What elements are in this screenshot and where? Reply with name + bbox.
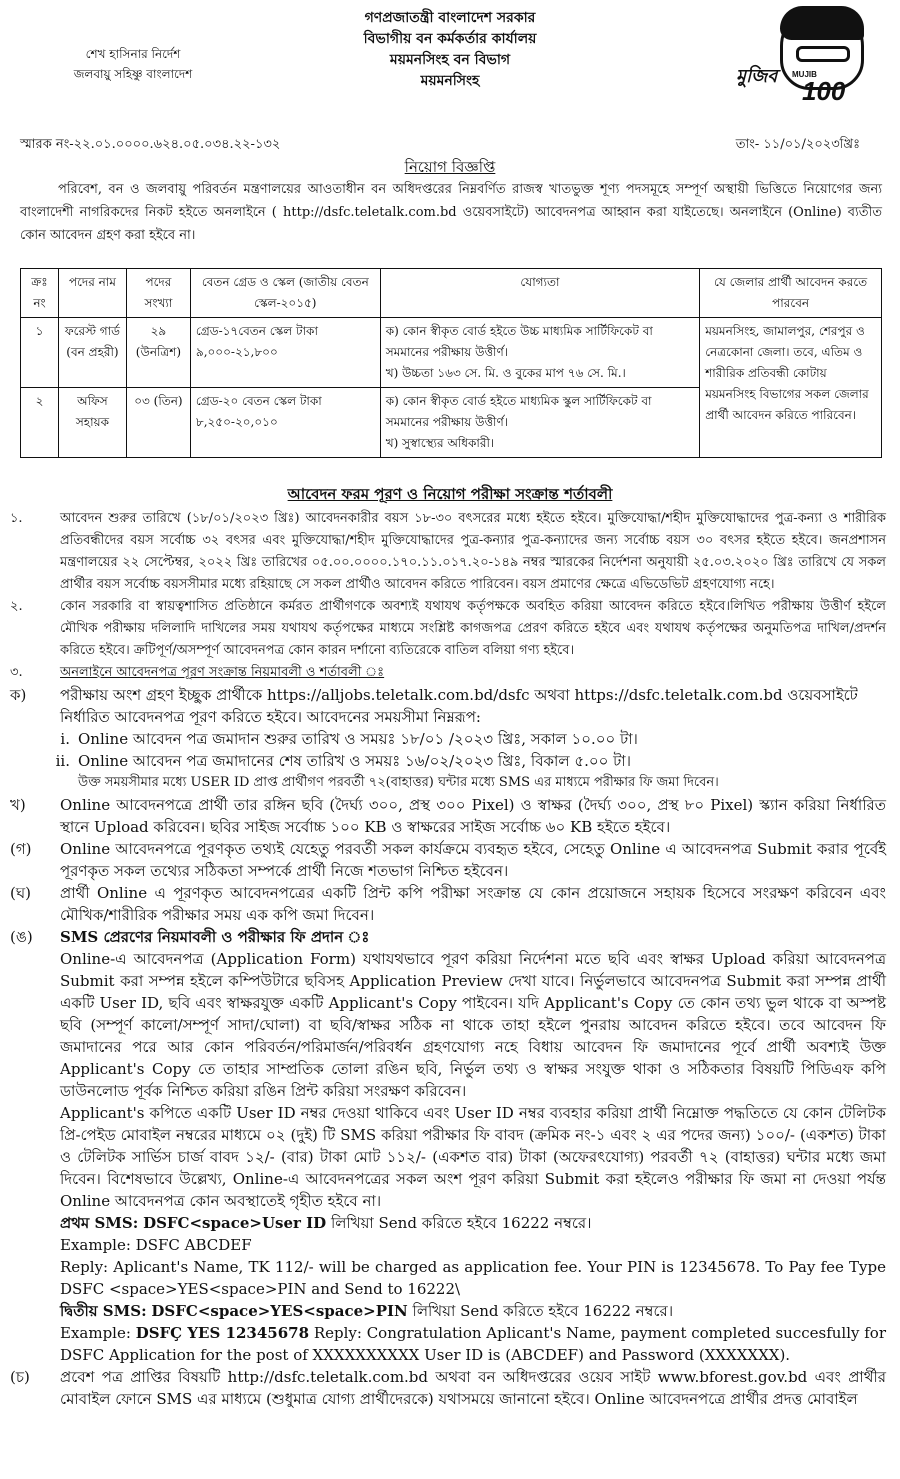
term-3	[8, 662, 886, 684]
cell-post-count: ০৩ (তিন)	[126, 388, 190, 458]
term-d	[8, 882, 886, 926]
portrait-glasses	[796, 46, 850, 62]
cell-serial: ২	[21, 388, 59, 458]
term-text: Online আবেদন পত্র জমাদানের শেষ তারিখ ও সময়ঃ ১৬/০২/২০২৩ খ্রিঃ, বিকাল ৫.০০ টা।	[78, 752, 631, 770]
term-marker: ৩.	[10, 665, 23, 680]
sms-1-instruction: প্রথম SMS: DSFC<space>User ID লিখিয়া Send করিতে হইবে 16222 নম্বরে।	[60, 1214, 592, 1232]
term-a-line-2: নির্ধারিত আবেদনপত্র পূরণ করিতে হইবে। আবেদনের সময়সীমা নিম্নরূপ:	[60, 708, 481, 726]
term-text: Online আবেদনপত্রে পূরণকৃত তথ্যই যেহেতু পরবর্তী সকল কার্যক্রমে ব্যবহৃত হইবে, সেহেতু Online এ আবেদনপত্র Submit করার পূর্বেই পূরণকৃত সকল তথ্যের সঠিকতা সম্পর্কে প্রার্থী নিজে শতভাগ নিশ্চিত হইবেন।	[60, 840, 886, 880]
header-post-name: পদের নাম	[58, 269, 126, 318]
posts-table	[20, 268, 882, 458]
terms-section-title-text: আবেদন ফরম পূরণ ও নিয়োগ পরীক্ষা সংক্রান্ত শর্তাবলী	[287, 485, 613, 503]
term-text: অনলাইনে আবেদনপত্র পূরণ সংক্রান্ত নিয়মাবলী ও শর্তাবলী ঃ	[60, 665, 385, 680]
terms-section-title	[0, 483, 900, 508]
org-line-1: গণপ্রজাতন্ত্রী বাংলাদেশ সরকার	[364, 10, 536, 26]
header-pay-grade: বেতন গ্রেড ও স্কেল (জাতীয় বেতন স্কেল-২০১৫)	[190, 269, 380, 318]
term-e-title: SMS প্রেরণের নিয়মাবলী ও পরীক্ষার ফি প্রদান ঃ	[60, 928, 370, 946]
term-marker: (ঘ)	[10, 884, 31, 902]
cell-district: ময়মনসিংহ, জামালপুর, শেরপুর ও নেত্রকোনা জেলা। তবে, এতিম ও শারীরিক প্রতিবন্ধী কোটায় ময়মনসিংহ বিভাগের সকল জেলার প্রার্থী আবেদন করিতে পারিবেন।	[700, 318, 882, 458]
term-marker: (চ)	[10, 1368, 30, 1386]
term-b	[8, 794, 886, 838]
term-a	[8, 684, 886, 728]
term-e	[8, 926, 886, 1366]
qualification-a: ক) কোন স্বীকৃত বোর্ড হইতে উচ্চ মাধ্যমিক সার্টিফিকেট বা সমমানের পরীক্ষায় উত্তীর্ণ।	[385, 324, 653, 359]
sms-1-example: Example: DSFC ABCDEF	[60, 1236, 252, 1254]
term-text: Online আবেদনপত্রে প্রার্থী তার রঙ্গিন ছবি (দৈর্ঘ্য ৩০০, প্রস্থ ৩০০ Pixel) ও স্বাক্ষর (দৈর্ঘ্য ৩০০, প্রস্থ ৮০ Pixel) স্ক্যান করিয়া নির্ধারিত স্থানে Upload করিবেন। ছবির সাইজ সর্বোচ্চ ১০০ KB ও স্বাক্ষরের সাইজ সর্বোচ্চ ৬০ KB হইতে হইবে।	[60, 796, 886, 836]
slogan-line-1: শেখ হাসিনার নির্দেশ	[85, 47, 181, 61]
sms-2-example: Example: DSFÇ YES 12345678 Reply: Congratulation Aplicant's Name, payment completed succesfully for DSFC Application for the post of XXXXXXXXXX User ID is (ABCDEF) and Password (XXXXXXX).	[60, 1324, 886, 1364]
slogan	[48, 44, 218, 84]
term-marker: ১.	[10, 511, 23, 526]
term-text: উক্ত সময়সীমার মধ্যে USER ID প্রাপ্ত প্রার্থীগণ পরবর্তী ৭২(বাহাত্তর) ঘন্টার মধ্যে SMS এর মাধ্যমে পরীক্ষার ফি জমা দিবেন।	[78, 775, 719, 790]
header-qualification: যোগ্যতা	[380, 269, 700, 318]
term-text: প্রার্থী Online এ পূরণকৃত আবেদনপত্রের একটি প্রিন্ট কপি পরীক্ষা সংক্রান্ত যে কোন প্রয়োজনে সহায়ক হিসেবে সংরক্ষণ করিবেন এবং মৌখিক/শারীরিক পরীক্ষার সময় এক কপি জমা দিবেন।	[60, 884, 886, 924]
term-text: আবেদন শুরুর তারিখে (১৮/০১/২০২৩ খ্রিঃ) আবেদনকারীর বয়স ১৮-৩০ বৎসরের মধ্যে হইতে হইবে। মুক্তিযোদ্ধা/শহীদ মুক্তিযোদ্ধাদের পুত্র-কন্যা ও শারীরিক প্রতিবন্ধীদের বয়স সর্বোচ্চ ৩২ বৎসর এবং মুক্তিযোদ্ধা/শহীদ মুক্তিযোদ্ধাদের পুত্র-কন্যার পুত্র-কন্যাদের জন্য সর্বোচ্চ বয়স ৩০ বৎসর হইতে হইবে। জনপ্রশাসন মন্ত্রণালয়ের ২২ সেপ্টেম্বর, ২০২২ খ্রিঃ তারিখের ০৫.০০.০০০০.১৭০.১১.০১৭.২০-১৪৯ নম্বর স্মারকের নির্দেশনা অনুযায়ী ২৫.০৩.২০২০ খ্রিঃ তারিখে যে সকল প্রার্থীর বয়স সর্বোচ্চ বয়সসীমার মধ্যে রহিয়াছে সে সকল প্রার্থীও আবেদন করিতে পারিবেন। বয়স প্রমাণের ক্ষেত্রে এভিডেভিট গ্রহণযোগ্য নহে।	[60, 511, 886, 592]
cell-qualification	[380, 388, 700, 458]
qualification-b: খ) সুস্বাস্থ্যের অধিকারী।	[385, 436, 495, 450]
cell-serial: ১	[21, 318, 59, 388]
term-marker: i.	[60, 730, 70, 748]
intro-paragraph: পরিবেশ, বন ও জলবায়ু পরিবর্তন মন্ত্রণালয়ের আওতাধীন বন অধিদপ্তরের নিম্নবর্ণিত রাজস্ব খাতভুক্ত শূণ্য পদসমূহে সম্পূর্ণ অস্থায়ী ভিত্তিতে নিয়োগের জন্য বাংলাদেশী নাগরিকদের নিকট হইতে অনলাইনে ( http://dsfc.teletalk.com.bd ওয়েবসাইটে) আবেদনপত্র আহ্বান করা যাইতেছে। অনলাইনে (Online) ব্যতীত কোন আবেদন গ্রহণ করা হইবে না।	[20, 182, 882, 243]
mujib-100-logo	[736, 6, 886, 106]
cell-qualification	[380, 318, 700, 388]
term-text: প্রবেশ পত্র প্রাপ্তির বিষয়টি http://dsfc.teletalk.com.bd অথবা বন অধিদপ্তরের ওয়েব সাইট www.bforest.gov.bd এবং প্রার্থীর মোবাইল ফোনে SMS এর মাধ্যমে (শুধুমাত্র যোগ্য প্রার্থীদেরকে) যথাসময়ে জানানো হইবে। Online আবেদনপত্রে প্রার্থীর প্রদত্ত মোবাইল	[60, 1368, 886, 1408]
cell-post-name: অফিস সহায়ক	[58, 388, 126, 458]
cell-post-count: ২৯ (উনত্রিশ)	[126, 318, 190, 388]
qualification-b: খ) উচ্চতা ১৬৩ সে. মি. ও বুকের মাপ ৭৬ সে. মি.।	[385, 366, 626, 380]
sms-1-reply: Reply: Aplicant's Name, TK 112/- will be charged as application fee. Your PIN is 12345678. To Pay fee Type DSFC <space>YES<space>PIN and Send to 16222\	[60, 1258, 886, 1298]
term-e-paragraph-2: Applicant's কপিতে একটি User ID নম্বর দেওয়া থাকিবে এবং User ID নম্বর ব্যবহার করিয়া প্রার্থী নিম্নোক্ত পদ্ধতিতে যে কোন টেলিটক প্রি-পেইড মোবাইল নম্বরের মাধ্যমে ০২ (দুই) টি SMS করিয়া পরীক্ষার ফি বাবদ (ক্রমিক নং-১ এবং ২ এর পদের জন্য) ১০০/- (একশত) টাকা ও টেলিটক সার্ভিস চার্জ বাবদ ১২/- (বার) টাকা মোট ১১২/- (একশত বার) টাকা (অফেরৎযোগ্য) পরবর্তী ৭২ (বাহাত্তর) ঘন্টার মধ্যে জমা দিবেন। বিশেষভাবে উল্লেখ্য, Online-এ আবেদনপত্রের সকল অংশ পূরণ করিয়া Submit করা হইলেও পরীক্ষার ফি জমা না দেওয়া পর্যন্ত Online আবেদনপত্র কোন অবস্থাতেই গৃহীত হইবে না।	[60, 1104, 886, 1210]
term-1	[8, 508, 886, 596]
term-text: কোন সরকারি বা স্বায়ত্বশাসিত প্রতিষ্ঠানে কর্মরত প্রার্থীগণকে অবশ্যই যথাযথ কর্তৃপক্ষকে অবহিত করিয়া আবেদন করিতে হইবে।লিখিত পরীক্ষায় উত্তীর্ণ হইলে মৌখিক পরীক্ষায় দলিলাদি দাখিলের সময় যথাযথ কর্তৃপক্ষের মাধ্যমে সংশ্লিষ্ট কাগজপত্র প্রেরণ করিতে হইবে এবং যথাযথ কর্তৃপক্ষের অনুমতিপত্র দাখিল/প্রদর্শন করিতে হইবে। ক্রটিপূর্ণ/অসম্পূর্ণ আবেদনপত্র কোন কারন দর্শানো ব্যতিরেকে বাতিল বলিয়া গণ্য হইবে।	[60, 599, 886, 658]
org-line-4: ময়মনসিংহ	[420, 73, 480, 89]
term-f	[8, 1366, 886, 1410]
header-post-count: পদের সংখ্যা	[126, 269, 190, 318]
logo-small-text: MUJIB	[792, 70, 817, 79]
header-serial: ক্রঃ নং	[21, 269, 59, 318]
term-marker: ২.	[10, 599, 23, 614]
qualification-a: ক) কোন স্বীকৃত বোর্ড হইতে মাধ্যমিক স্কুল সার্টিফিকেট বা সমমানের পরীক্ষায় উত্তীর্ণ।	[385, 394, 652, 429]
header-district: যে জেলার প্রার্থী আবেদন করতে পারবেন	[700, 269, 882, 318]
cell-post-name: ফরেস্ট গার্ড (বন প্রহরী)	[58, 318, 126, 388]
slogan-line-2: জলবায়ু সহিষ্ণু বাংলাদেশ	[73, 67, 193, 81]
term-marker: খ)	[10, 796, 26, 814]
term-marker: ক)	[10, 686, 27, 704]
term-marker: ii.	[55, 752, 70, 770]
table-header-row	[21, 269, 882, 318]
memo-date: তাং- ১১/০১/২০২৩খ্রিঃ	[735, 137, 860, 152]
term-text	[60, 684, 886, 728]
term-a-i	[8, 728, 886, 750]
term-text: Online আবেদন পত্র জমাদান শুরুর তারিখ ও সময়ঃ ১৮/০১ /২০২৩ খ্রিঃ, সকাল ১০.০০ টা।	[78, 730, 638, 748]
term-2	[8, 596, 886, 662]
table-row	[21, 318, 882, 388]
term-marker: (গ)	[10, 840, 32, 858]
organization-header	[300, 8, 600, 92]
page-title-text: নিয়োগ বিজ্ঞপ্তি	[404, 158, 496, 176]
cell-pay-grade: গ্রেড-১৭বেতন স্কেল টাকা ৯,০০০-২১,৮০০	[190, 318, 380, 388]
logo-number: 100	[802, 76, 846, 106]
cell-pay-grade: গ্রেড-২০ বেতন স্কেল টাকা ৮,২৫০-২০,০১০	[190, 388, 380, 458]
sms-2-instruction: দ্বিতীয় SMS: DSFC<space>YES<space>PIN লিখিয়া Send করিতে হইবে 16222 নম্বরে।	[60, 1302, 674, 1320]
memo-number: স্মারক নং-২২.০১.০০০০.৬২৪.০৫.০৩৪.২২-১৩২	[20, 137, 281, 152]
portrait-hair	[780, 6, 864, 40]
term-marker: (ঙ)	[10, 928, 33, 946]
term-a-note	[8, 772, 886, 794]
logo-word: মুজিব	[736, 66, 778, 87]
term-a-line-1: পরীক্ষায় অংশ গ্রহণ ইচ্ছুক প্রার্থীকে https://alljobs.teletalk.com.bd/dsfc অথবা https://dsfc.teletalk.com.bd ওয়েবসাইটে	[60, 686, 858, 704]
org-line-3: ময়মনসিংহ বন বিভাগ	[389, 52, 511, 68]
terms-list	[8, 508, 886, 1410]
org-line-2: বিভাগীয় বন কর্মকর্তার কার্যালয়	[363, 31, 537, 47]
term-a-ii	[8, 750, 886, 772]
term-e-paragraph-1: Online-এ আবেদনপত্র (Application Form) যথাযথভাবে পূরণ করিয়া নির্দেশনা মতে ছবি এবং স্বাক্ষর Upload করিয়া আবেদনপত্র Submit করা সম্পন্ন হইলে কম্পিউটারে ছবিসহ Application Preview দেখা যাবে। নির্ভুলভাবে আবেদনপত্র Submit করা সম্পন্ন প্রার্থী একটি User ID, ছবি এবং স্বাক্ষরযুক্ত একটি Applicant's Copy পাইবেন। যদি Applicant's Copy তে কোন তথ্য ভুল থাকে বা অস্পষ্ট ছবি (সম্পূর্ণ কালো/সম্পূর্ণ সাদা/ঘোলা) বা ছবি/স্বাক্ষর সঠিক না থাকে তাহা হইলে পুনরায় আবেদন করিতে হইবে। তবে আবেদন ফি জমাদানের পরে আর কোন পরিবর্তন/পরিমার্জন/পরিবর্ধন গ্রহণযোগ্য নহে বিধায় আবেদন ফি জমাদানের পূর্বে প্রার্থী অবশ্যই উক্ত Applicant's Copy তে তাহার সাম্প্রতিক তোলা রঙিন ছবি, নির্ভুল তথ্য ও স্বাক্ষর সংযুক্ত থাকা ও সঠিকতার বিষয়টি পিডিএফ কপি ডাউনলোড পূর্বক নিশ্চিত করিয়া রঙিন প্রিন্ট করিয়া সংরক্ষণ করিবেন।	[60, 950, 886, 1100]
term-text	[60, 926, 886, 1366]
term-c	[8, 838, 886, 882]
